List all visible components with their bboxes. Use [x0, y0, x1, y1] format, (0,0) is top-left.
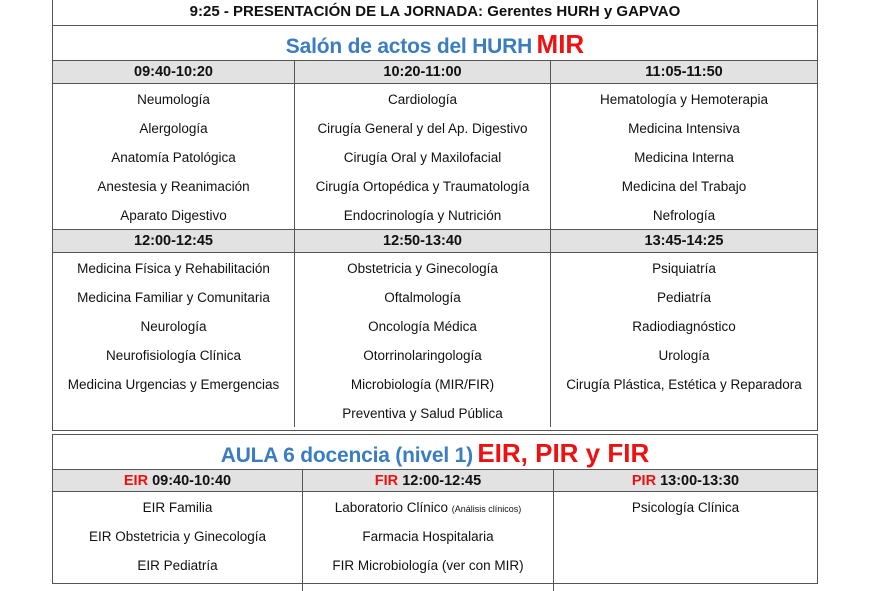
- specialty-item: Microbiología (MIR/FIR): [350, 377, 495, 392]
- specialty-item: Anestesia y Reanimación: [97, 179, 250, 194]
- specialty-item: Otorrinolaringología: [363, 348, 482, 363]
- specialty-item: Cirugía General y del Ap. Digestivo: [317, 121, 528, 136]
- specialty-item: Nefrología: [652, 208, 716, 223]
- mir-title-row: [53, 25, 817, 60]
- aula-program-label: EIR, PIR y FIR: [477, 438, 650, 468]
- specialty-item: Farmacia Hospitalaria: [362, 529, 494, 544]
- time-header-row: [53, 469, 817, 491]
- specialty-item: Radiodiagnóstico: [632, 319, 736, 334]
- specialty-item: Medicina Interna: [634, 150, 734, 165]
- specialty-row: [53, 252, 817, 427]
- specialty-item: Alergología: [139, 121, 208, 136]
- specialty-item: Aparato Digestivo: [120, 208, 227, 223]
- specialty-item: Psicología Clínica: [631, 500, 740, 515]
- specialty-column: [294, 253, 550, 427]
- specialty-note: (Análisis clínicos): [451, 504, 522, 514]
- time-slot-header: [53, 470, 302, 491]
- aula-title-row: [53, 435, 817, 469]
- aula-location-title: AULA 6 docencia (nivel 1): [220, 444, 473, 467]
- mir-section-title: [53, 26, 817, 60]
- time-header-row: [53, 60, 817, 83]
- specialty-item: Psiquiatría: [652, 261, 716, 276]
- specialty-row: [53, 83, 817, 229]
- specialty-item: Medicina Familiar y Comunitaria: [77, 290, 270, 305]
- specialty-item: Hematología y Hemoterapia: [599, 92, 769, 107]
- specialty-item: Neurología: [140, 319, 207, 334]
- specialty-item: Medicina Urgencias y Emergencias: [67, 377, 280, 392]
- program-tag: FIR: [374, 473, 399, 489]
- specialty-column: [302, 492, 553, 591]
- time-header-row: [53, 229, 817, 252]
- specialty-item: Cirugía Oral y Maxilofacial: [343, 150, 502, 165]
- specialty-item: EIR Familia: [142, 500, 213, 515]
- time-slot-header: 09:40-10:20: [134, 64, 213, 80]
- specialty-item: Medicina Física y Rehabilitación: [77, 261, 270, 276]
- time-slot-header: [302, 470, 553, 491]
- time-range: 13:00-13:30: [660, 473, 740, 489]
- specialty-item: Cardiología: [387, 92, 458, 107]
- specialty-item: Pediatría: [656, 290, 712, 305]
- specialty-item: [303, 493, 553, 522]
- presentation-banner-row: [53, 0, 817, 25]
- specialty-item: EIR Pediatría: [137, 558, 218, 573]
- specialty-item: Oncología Médica: [368, 319, 477, 334]
- time-range: 12:00-12:45: [402, 473, 482, 489]
- specialty-item: Cirugía Plástica, Estética y Reparadora: [566, 377, 802, 392]
- specialty-item: Medicina Intensiva: [628, 121, 740, 136]
- specialty-column: [294, 84, 550, 229]
- mir-program-label: MIR: [536, 29, 585, 59]
- specialty-item: Medicina del Trabajo: [621, 179, 747, 194]
- time-slot-header: 11:05-11:50: [550, 61, 817, 83]
- mir-schedule-table: [52, 0, 818, 431]
- time-slot-header: 10:20-11:00: [294, 61, 550, 83]
- specialty-item: Preventiva y Salud Pública: [342, 406, 503, 421]
- specialty-item: Neurofisiología Clínica: [105, 348, 242, 363]
- specialty-item: Endocrinología y Nutrición: [343, 208, 502, 223]
- specialty-column: [53, 253, 294, 427]
- time-range: 09:40-10:40: [152, 473, 232, 489]
- specialty-name: Laboratorio Clínico: [334, 500, 449, 515]
- specialty-item: FIR Microbiología (ver con MIR): [332, 558, 524, 573]
- specialty-column: [53, 84, 294, 229]
- mir-location-title: Salón de actos del HURH: [285, 35, 533, 58]
- presentation-banner: 9:25 - PRESENTACIÓN DE LA JORNADA: Gerentes HURH y GAPVAO: [189, 3, 681, 20]
- specialty-column: [550, 253, 817, 427]
- specialty-column: [53, 492, 302, 591]
- program-tag: EIR: [123, 473, 149, 489]
- time-slot-header: 13:45-14:25: [550, 230, 817, 252]
- specialty-item: Cirugía Ortopédica y Traumatología: [315, 179, 530, 194]
- aula-schedule-table: [52, 434, 818, 584]
- time-slot-header: 12:00-12:45: [134, 233, 213, 249]
- program-tag: PIR: [631, 473, 657, 489]
- specialty-item: Neumología: [137, 92, 210, 107]
- specialty-column: [553, 492, 817, 591]
- specialty-item: Urología: [658, 348, 710, 363]
- specialty-column: [550, 84, 817, 229]
- specialty-row: [53, 491, 817, 591]
- time-slot-header: 12:50-13:40: [294, 230, 550, 252]
- specialty-item: Oftalmología: [384, 290, 461, 305]
- aula-section-title: [53, 435, 817, 469]
- specialty-item: Anatomía Patológica: [111, 150, 236, 165]
- time-slot-header: [553, 470, 817, 491]
- specialty-item: Obstetricia y Ginecología: [347, 261, 498, 276]
- specialty-item: EIR Obstetricia y Ginecología: [88, 529, 267, 544]
